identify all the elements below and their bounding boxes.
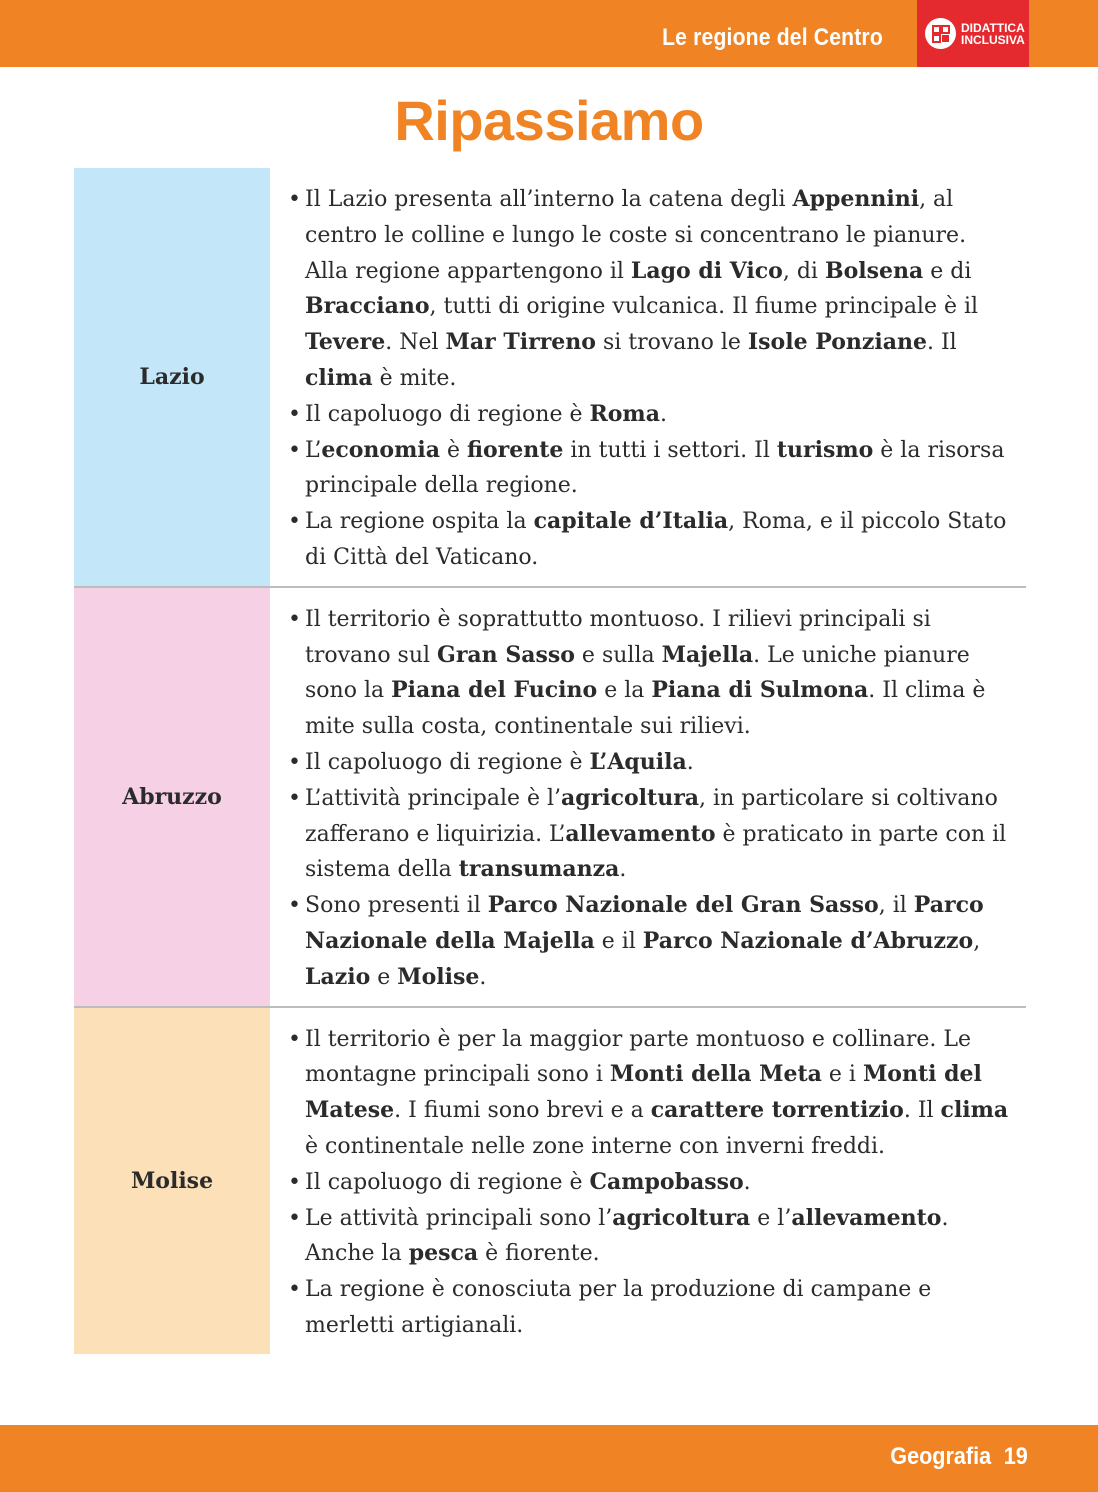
region-name: Abruzzo bbox=[74, 588, 270, 1006]
text-segment: e la bbox=[597, 678, 652, 704]
bold-term: L’Aquila bbox=[589, 748, 687, 775]
bold-term: Piana del Fucino bbox=[391, 677, 598, 704]
badge-line-1: DIDATTICA bbox=[961, 20, 1025, 35]
text-segment: e bbox=[370, 964, 398, 990]
bold-term: economia bbox=[321, 436, 440, 463]
text-segment: Il capoluogo di regione è bbox=[305, 749, 590, 775]
bullet-item bbox=[288, 1022, 1014, 1165]
bullet-item bbox=[288, 1165, 1014, 1201]
text-segment: . bbox=[479, 964, 487, 990]
bold-term: Lazio bbox=[305, 963, 371, 990]
text-segment: . Le uniche pianure sono la bbox=[305, 642, 970, 704]
text-segment: , bbox=[973, 928, 981, 954]
text-segment: . Nel bbox=[385, 330, 446, 356]
bold-term: Lago di Vico bbox=[630, 257, 783, 284]
subject-label: Geografia bbox=[890, 1443, 992, 1470]
bold-term: Roma bbox=[589, 400, 660, 427]
bold-term: pesca bbox=[408, 1240, 479, 1267]
bullet-item bbox=[288, 397, 1014, 433]
text-segment: Il capoluogo di regione è bbox=[305, 401, 590, 427]
bold-term: Parco Nazionale della Majella bbox=[305, 892, 984, 954]
text-segment: è continentale nelle zone interne con inverni freddi. bbox=[305, 1133, 886, 1159]
chapter-title: Le regione del Centro bbox=[662, 24, 883, 51]
bold-term: turismo bbox=[776, 436, 874, 463]
region-description bbox=[270, 588, 1026, 1006]
text-segment: Il territorio è soprattutto montuoso. I rilievi principali si trovano sul bbox=[305, 606, 931, 668]
bold-term: clima bbox=[940, 1097, 1009, 1124]
bold-term: Monti del Matese bbox=[305, 1061, 982, 1124]
region-name: Lazio bbox=[74, 168, 270, 586]
text-segment: . bbox=[619, 857, 627, 883]
bullet-item bbox=[288, 888, 1014, 995]
badge-line-2: INCLUSIVA bbox=[961, 32, 1025, 47]
text-segment: . Il bbox=[903, 1098, 941, 1124]
text-segment: L’attività principale è l’ bbox=[305, 785, 562, 811]
bold-term: fiorente bbox=[466, 436, 564, 463]
header-bar bbox=[0, 0, 1098, 67]
text-segment: La regione è conosciuta per la produzione di campane e merletti artigianali. bbox=[305, 1277, 932, 1338]
text-segment: è praticato in parte con il sistema della bbox=[305, 821, 1007, 883]
text-segment: Il capoluogo di regione è bbox=[305, 1169, 590, 1195]
text-segment: è fiorente. bbox=[478, 1241, 600, 1267]
bold-term: allevamento bbox=[565, 820, 716, 847]
region-row-abruzzo bbox=[74, 588, 1026, 1008]
text-segment: e il bbox=[594, 928, 643, 954]
bold-term: carattere torrentizio bbox=[650, 1097, 904, 1124]
text-segment: . Il bbox=[926, 330, 957, 356]
bold-term: agricoltura bbox=[561, 784, 700, 811]
text-segment: Il territorio è per la maggior parte montuoso e collinare. Le montagne principali sono i bbox=[305, 1026, 971, 1088]
text-segment: Il Lazio presenta all’interno la catena degli bbox=[305, 187, 793, 212]
text-segment: , il bbox=[878, 893, 914, 919]
text-segment: L’ bbox=[305, 437, 322, 463]
bold-term: Parco Nazionale d’Abruzzo bbox=[642, 927, 974, 954]
text-segment: e i bbox=[821, 1062, 863, 1088]
text-segment: , in particolare si coltivano zafferano e liquirizia. L’ bbox=[305, 785, 998, 847]
bullet-item bbox=[288, 745, 1014, 781]
text-segment: . bbox=[686, 749, 694, 775]
text-segment: e di bbox=[923, 258, 972, 284]
text-segment: Le attività principali sono l’ bbox=[305, 1205, 613, 1231]
region-description bbox=[270, 1008, 1026, 1354]
text-segment: . bbox=[743, 1169, 751, 1195]
region-description bbox=[270, 168, 1026, 586]
bold-term: Gran Sasso bbox=[437, 641, 575, 668]
bullet-list bbox=[288, 602, 1014, 996]
bullet-list bbox=[288, 182, 1014, 576]
text-segment: e l’ bbox=[750, 1205, 792, 1231]
bold-term: Campobasso bbox=[589, 1168, 744, 1195]
region-summary-table bbox=[74, 168, 1026, 1354]
bold-term: allevamento bbox=[791, 1204, 942, 1231]
bold-term: Bracciano bbox=[305, 293, 430, 320]
region-name: Molise bbox=[74, 1008, 270, 1354]
region-row-lazio bbox=[74, 168, 1026, 588]
bold-term: Majella bbox=[661, 641, 754, 668]
bold-term: clima bbox=[305, 364, 373, 391]
badge-text bbox=[961, 22, 1025, 46]
text-segment: Sono presenti il bbox=[305, 893, 488, 919]
bold-term: Monti della Meta bbox=[609, 1061, 822, 1088]
region-row-molise bbox=[74, 1008, 1026, 1354]
bullet-item bbox=[288, 781, 1014, 888]
bullet-item bbox=[288, 433, 1014, 505]
text-segment: . Anche la bbox=[305, 1205, 949, 1267]
bold-term: Molise bbox=[397, 963, 480, 990]
bullet-item bbox=[288, 182, 1014, 397]
bold-term: Appennini bbox=[792, 186, 920, 212]
bold-term: Tevere bbox=[305, 329, 386, 356]
text-segment: è mite. bbox=[372, 365, 457, 391]
bullet-item bbox=[288, 1272, 1014, 1344]
bold-term: Piana di Sulmona bbox=[651, 677, 869, 704]
text-segment: si trovano le bbox=[595, 330, 748, 356]
text-segment: , tutti di origine vulcanica. Il fiume principale è il bbox=[429, 294, 979, 320]
text-segment: , Roma, e il piccolo Stato di Città del Vaticano. bbox=[305, 509, 1007, 570]
page-number: 19 bbox=[1003, 1443, 1028, 1470]
text-segment: . I fiumi sono brevi e a bbox=[394, 1098, 651, 1124]
didattica-inclusiva-badge bbox=[917, 0, 1029, 67]
text-segment: , di bbox=[782, 258, 825, 284]
bullet-item bbox=[288, 602, 1014, 745]
bold-term: Parco Nazionale del Gran Sasso bbox=[487, 892, 879, 919]
text-segment: è bbox=[439, 437, 467, 463]
bold-term: Bolsena bbox=[824, 257, 924, 284]
text-segment: La regione ospita la bbox=[305, 509, 534, 535]
footer-bar bbox=[0, 1425, 1098, 1492]
text-segment: e sulla bbox=[574, 642, 662, 668]
bullet-item bbox=[288, 504, 1014, 576]
bold-term: agricoltura bbox=[612, 1204, 751, 1231]
text-segment: in tutti i settori. Il bbox=[563, 437, 777, 463]
bold-term: Mar Tirreno bbox=[445, 329, 596, 356]
bullet-list bbox=[288, 1022, 1014, 1344]
text-segment: è la risorsa principale della regione. bbox=[305, 437, 1005, 499]
brain-puzzle-icon bbox=[925, 18, 956, 49]
bold-term: Isole Ponziane bbox=[747, 329, 927, 356]
bullet-item bbox=[288, 1201, 1014, 1273]
text-segment: . bbox=[659, 401, 667, 427]
footer bbox=[891, 1443, 1028, 1471]
text-segment: , al centro le colline e lungo le coste si concentrano le pianure. Alla regione appartengono il bbox=[305, 187, 967, 284]
page-title: Ripassiamo bbox=[394, 89, 704, 152]
bold-term: capitale d’Italia bbox=[533, 508, 729, 535]
text-segment: . Il clima è mite sulla costa, continentale sui rilievi. bbox=[305, 678, 986, 740]
bold-term: transumanza bbox=[458, 856, 620, 883]
